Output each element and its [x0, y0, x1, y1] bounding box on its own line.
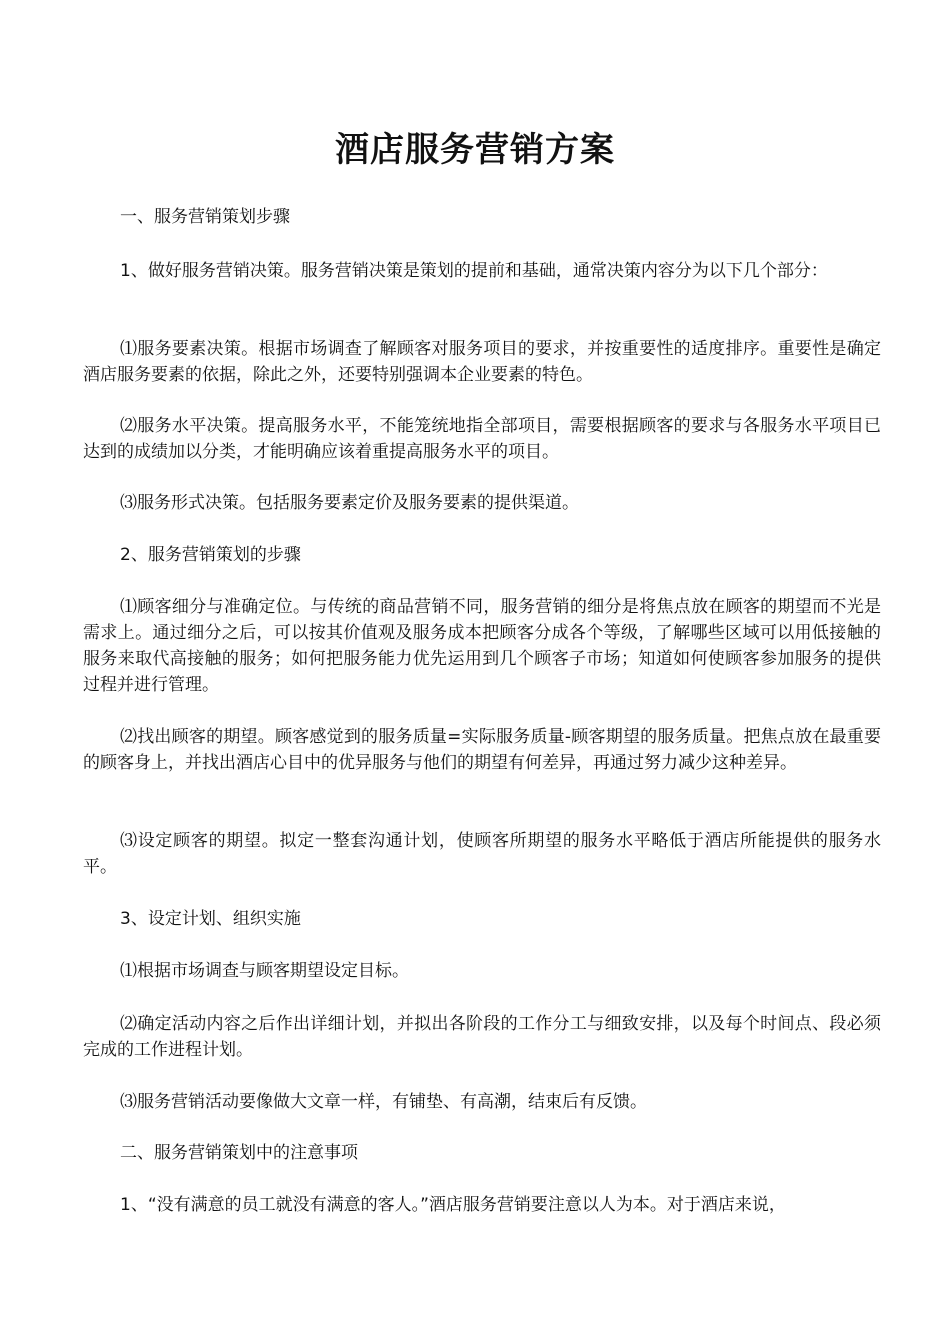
document-title: 酒店服务营销方案: [335, 130, 615, 170]
subsection-heading: 2、服务营销策划的步骤: [120, 545, 301, 565]
paragraph: 1、做好服务营销决策。服务营销决策是策划的提前和基础，通常决策内容分为以下几个部分：: [120, 261, 828, 281]
paragraph: ⑵服务水平决策。提高服务水平，不能笼统地指全部项目，需要根据顾客的要求与各服务水平项目已达到的成绩加以分类，才能明确应该着重提高服务水平的项目。: [83, 416, 881, 462]
paragraph: ⑴服务要素决策。根据市场调查了解顾客对服务项目的要求，并按重要性的适度排序。重要性是确定酒店服务要素的依据，除此之外，还要特别强调本企业要素的特色。: [83, 339, 881, 385]
paragraph: ⑶设定顾客的期望。拟定一整套沟通计划，使顾客所期望的服务水平略低于酒店所能提供的服务水平。: [83, 831, 881, 877]
paragraph: ⑵确定活动内容之后作出详细计划，并拟出各阶段的工作分工与细致安排，以及每个时间点、段必须完成的工作进程计划。: [83, 1014, 881, 1060]
section-heading-2: 二、服务营销策划中的注意事项: [120, 1143, 358, 1163]
paragraph: ⑶服务营销活动要像做大文章一样，有铺垫、有高潮，结束后有反馈。: [120, 1092, 647, 1112]
paragraph: ⑵找出顾客的期望。顾客感觉到的服务质量=实际服务质量-顾客期望的服务质量。把焦点放在最重要的顾客身上，并找出酒店心目中的优异服务与他们的期望有何差异，再通过努力减少这种差异。: [83, 727, 881, 773]
paragraph: ⑶服务形式决策。包括服务要素定价及服务要素的提供渠道。: [120, 493, 579, 513]
paragraph: ⑴顾客细分与准确定位。与传统的商品营销不同，服务营销的细分是将焦点放在顾客的期望而不光是需求上。通过细分之后，可以按其价值观及服务成本把顾客分成各个等级，了解哪些区域可以用低接触的服务来取代高接触的服务；如何把服务能力优先运用到几个顾客子市场；知道如何使顾客参加服务的提供过程并进行管理。: [83, 597, 881, 695]
section-heading-1: 一、服务营销策划步骤: [120, 207, 290, 227]
paragraph: ⑴根据市场调查与顾客期望设定目标。: [120, 961, 409, 981]
paragraph: 1、“没有满意的员工就没有满意的客人。”酒店服务营销要注意以人为本。对于酒店来说，: [120, 1195, 786, 1215]
subsection-heading: 3、设定计划、组织实施: [120, 909, 301, 929]
